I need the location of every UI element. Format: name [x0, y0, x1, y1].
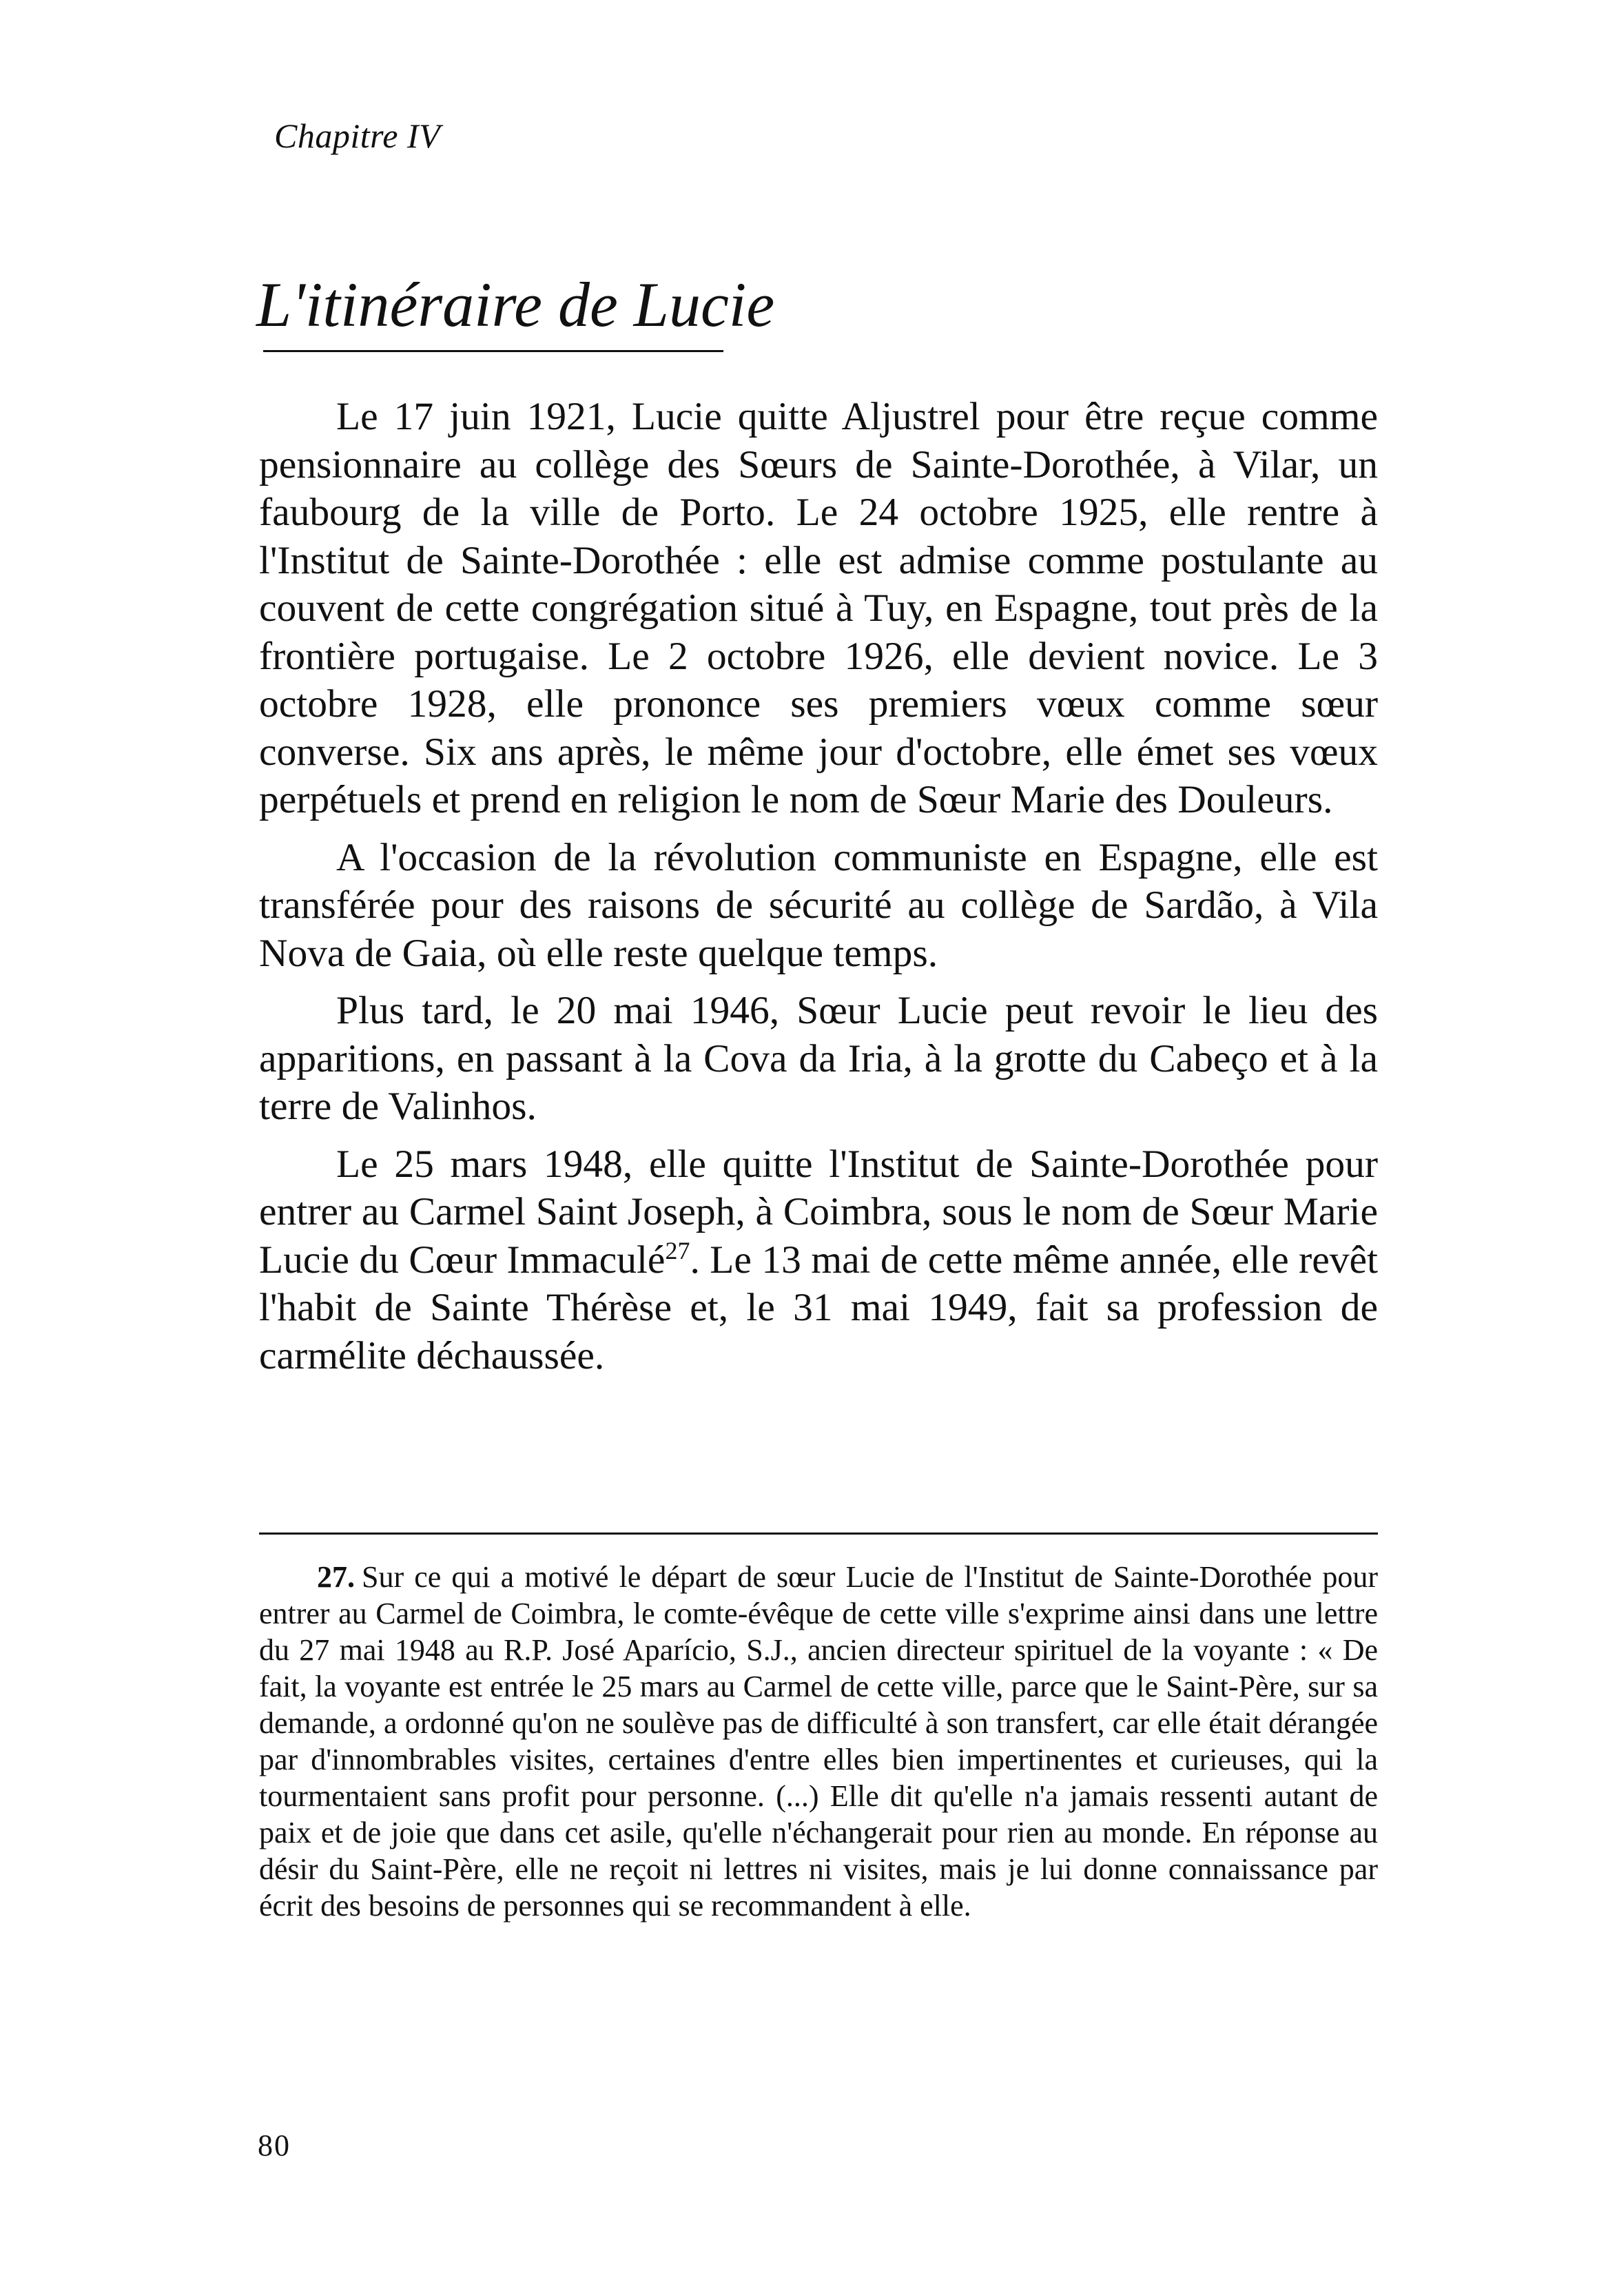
- body-text: [259, 393, 1378, 1389]
- footnote-number: 27.: [317, 1560, 355, 1594]
- footnote-text: Sur ce qui a motivé le départ de sœur Lucie de l'Institut de Sainte-Dorothée pour entrer au Carmel de Coimbra, le comte-évêque de cette ville s'exprime ainsi dans une lettre du 27 mai 1948 au R.P. José Aparício, S.J., ancien directeur spirituel de la voyante : « De fait, la voyante est entrée le 25 mars au Carmel de cette ville, parce que le Saint-Père, sur sa demande, a ordonné qu'on ne soulève pas de difficulté à son transfert, car elle était dérangée par d'innombrables visites, certaines d'entre elles bien impertinentes et curieuses, qui la tourmentaient sans profit pour personne. (...) Elle dit qu'elle n'a jamais ressenti autant de paix et de joie que dans cet asile, qu'elle n'échangerait pour rien au monde. En réponse au désir du Saint-Père, elle ne reçoit ni lettres ni visites, mais je lui donne connaissance par écrit des besoins de personnes qui se recommandent à elle.: [259, 1560, 1378, 1923]
- chapter-title: L'itinéraire de Lucie: [256, 269, 775, 340]
- footnote-separator: [259, 1533, 1378, 1535]
- paragraph-4-text-start: Le 25 mars 1948, elle quitte l'Institut de Sainte-Dorothée pour entrer au Carmel Saint Joseph, à Coimbra, sous le nom de Sœur Marie Lucie du Cœur Immaculé: [259, 1142, 1378, 1282]
- title-underline: [263, 350, 723, 352]
- paragraph-1: Le 17 juin 1921, Lucie quitte Aljustrel pour être reçue comme pensionnaire au collège des Sœurs de Sainte-Dorothée, à Vilar, un faubourg de la ville de Porto. Le 24 octobre 1925, elle rentre à l'Institut de Sainte-Dorothée : elle est admise comme postulante au couvent de cette congrégation situé à Tuy, en Espagne, tout près de la frontière portugaise. Le 2 octobre 1926, elle devient novice. Le 3 octobre 1928, elle prononce ses premiers vœux comme sœur converse. Six ans après, le même jour d'octobre, elle émet ses vœux perpétuels et prend en religion le nom de Sœur Marie des Douleurs.: [259, 395, 1378, 821]
- paragraph-4: [259, 1140, 1378, 1380]
- page-number: 80: [258, 2129, 291, 2162]
- paragraph-2: A l'occasion de la révolution communiste en Espagne, elle est transférée pour des raisons de sécurité au collège de Sardão, à Vila Nova de Gaia, où elle reste quelque temps.: [259, 835, 1378, 975]
- running-head: Chapitre IV: [274, 116, 441, 155]
- footnote: [259, 1559, 1378, 1924]
- paragraph-3: Plus tard, le 20 mai 1946, Sœur Lucie peut revoir le lieu des apparitions, en passant à la Cova da Iria, à la grotte du Cabeço et à la terre de Valinhos.: [259, 989, 1378, 1128]
- footnote-reference: 27: [665, 1236, 690, 1264]
- paragraph-4-text-end: . Le 13 mai de cette même année, elle revêt l'habit de Sainte Thérèse et, le 31 mai 1949, fait sa profession de carmélite déchaussée.: [259, 1238, 1378, 1377]
